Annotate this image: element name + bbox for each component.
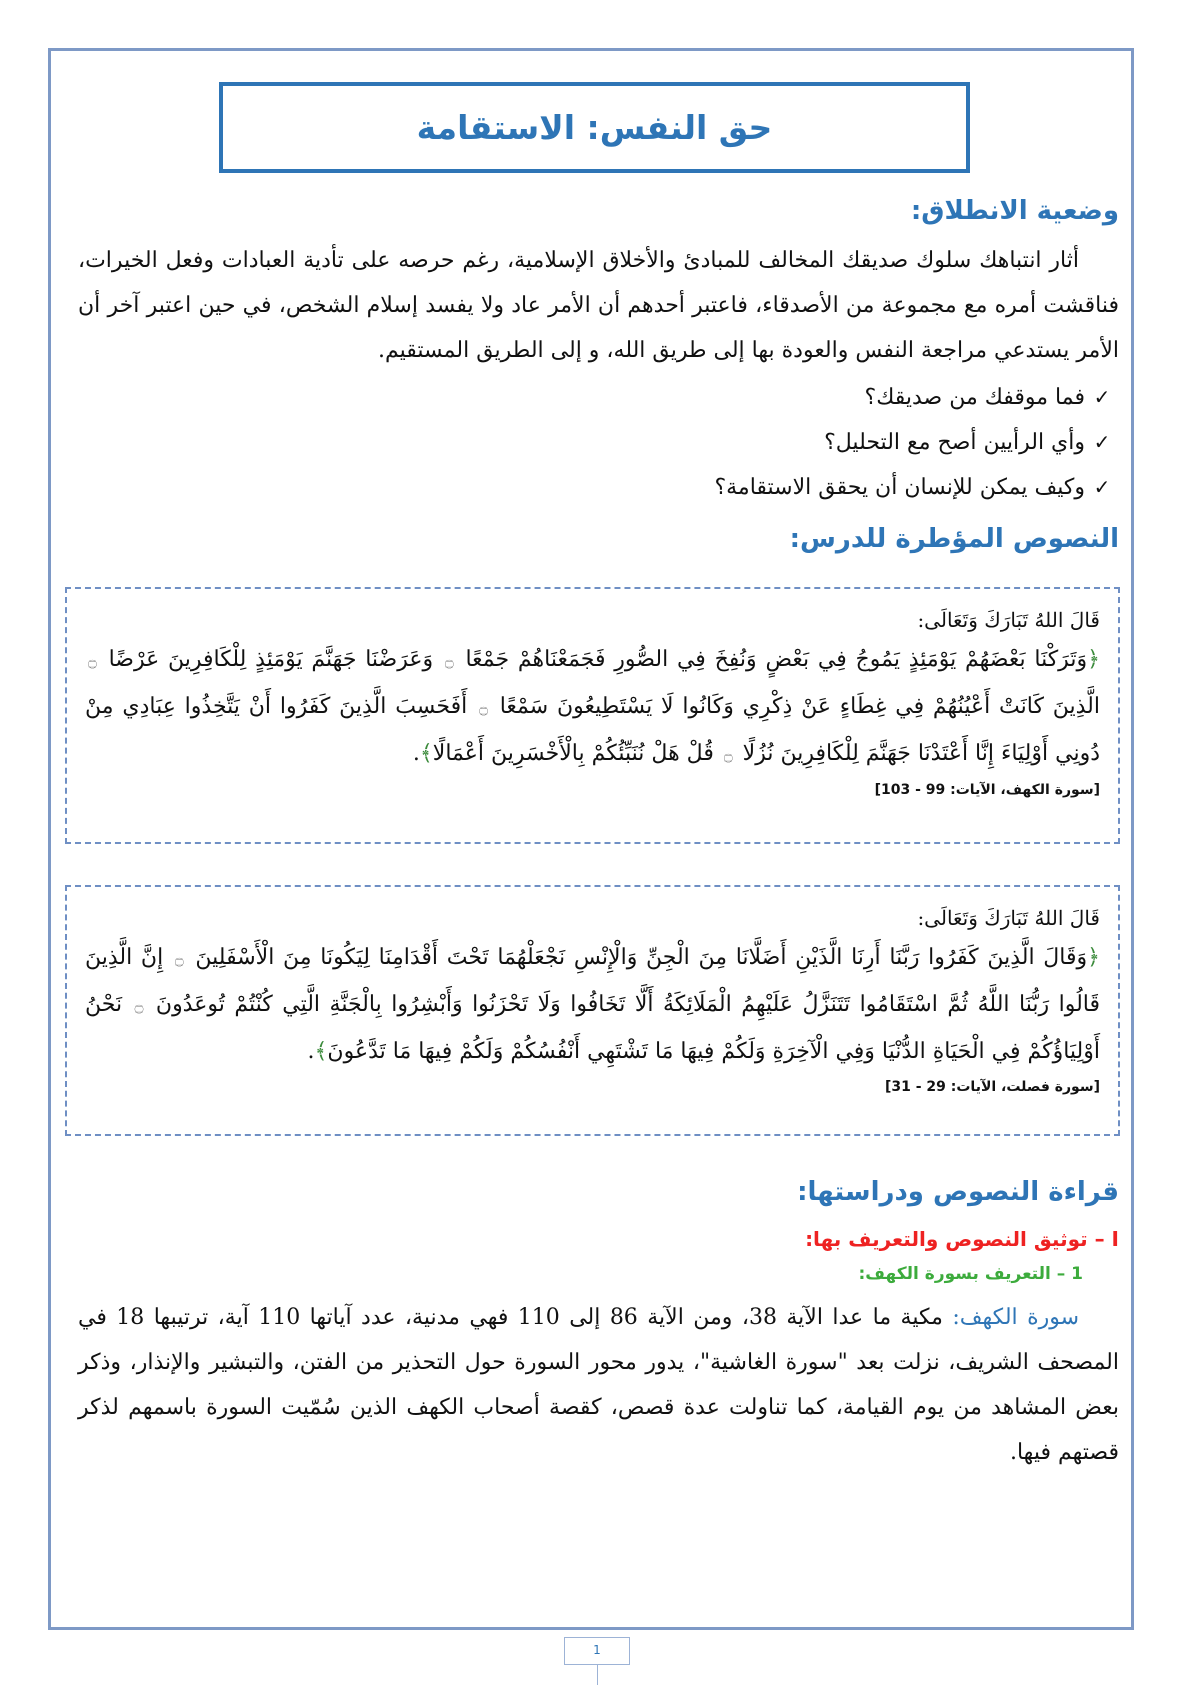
question-item: ✓وأي الرأيين أصح مع التحليل؟: [714, 420, 1119, 465]
close-bracket-icon: ﴾: [314, 1039, 328, 1064]
subheading-kahf: 1 – التعريف بسورة الكهف:: [858, 1264, 1083, 1284]
kahf-text: مكية ما عدا الآية 38، ومن الآية 86 إلى 110 فهي مدنية، عدد آياتها 110 آية، ترتيبها 18 في المصحف الشريف، نزلت بعد "سورة الغاشية"، يدور محور السورة حول التحذير من الفتن، والتبشير والإنذار، وذكر بعض المشاهد من يوم القيامة، كما تناولت عدة قصص، كقصة أصحاب الكهف الذين سُمّيت السورة باسمهم لذكر قصتهم فيها.: [78, 1305, 1119, 1465]
check-icon: ✓: [1093, 475, 1111, 499]
question-list: [714, 375, 1119, 510]
ayah-separator-icon: ۝: [444, 652, 454, 670]
question-item: ✓فما موقفك من صديقك؟: [714, 375, 1119, 420]
ayah-separator-icon: ۝: [479, 699, 488, 717]
ayah-separator-icon: ۝: [134, 997, 144, 1015]
quran-intro: قَالَ اللهُ تَبَارَكَ وَتَعَالَى:: [917, 608, 1100, 632]
question-item: ✓وكيف يمكن للإنسان أن يحقق الاستقامة؟: [714, 465, 1119, 510]
ayah-separator-icon: ۝: [174, 950, 184, 968]
page-number: 1: [564, 1637, 630, 1665]
quran-verses: ﴿وَقَالَ الَّذِينَ كَفَرُوا رَبَّنَا أَرِنَا الَّذَيْنِ أَضَلَّانَا مِنَ الْجِنِّ وَالْإِنْسِ نَجْعَلْهُمَا تَحْتَ أَقْدَامِنَا لِيَكُونَا مِنَ الْأَسْفَلِينَ ۝ إِنَّ الَّذِينَ قَالُوا رَبُّنَا اللَّهُ ثُمَّ اسْتَقَامُوا تَتَنَزَّلُ عَلَيْهِمُ الْمَلَائِكَةُ أَلَّا تَخَافُوا وَلَا تَحْزَنُوا وَأَبْشِرُوا بِالْجَنَّةِ الَّتِي كُنْتُمْ تُوعَدُونَ ۝ نَحْنُ أَوْلِيَاؤُكُمْ فِي الْحَيَاةِ الدُّنْيَا وَفِي الْآخِرَةِ وَلَكُمْ فِيهَا مَا تَشْتَهِي أَنْفُسُكُمْ وَلَكُمْ فِيهَا مَا تَدَّعُونَ﴾.: [85, 935, 1100, 1075]
quran-reference: [سورة فصلت، الآيات: 29 - 31]: [884, 1079, 1100, 1095]
section-heading-reading: قراءة النصوص ودراستها:: [797, 1177, 1119, 1207]
intro-paragraph: [78, 238, 1119, 373]
check-icon: ✓: [1093, 430, 1111, 454]
title-box: [219, 82, 970, 173]
ayah-separator-icon: ۝: [723, 746, 733, 764]
quran-reference: [سورة الكهف، الآيات: 99 - 103]: [874, 782, 1100, 798]
page-number-line: [597, 1665, 598, 1685]
subheading-documentation: I – توثيق النصوص والتعريف بها:: [805, 1227, 1119, 1251]
section-heading-texts: النصوص المؤطرة للدرس:: [789, 524, 1119, 554]
kahf-paragraph: [78, 1295, 1119, 1475]
page-title: حق النفس: الاستقامة: [416, 108, 773, 147]
intro-text: أثار انتباهك سلوك صديقك المخالف للمبادئ والأخلاق الإسلامية، رغم حرصه على تأدية العبادات وفعل الخيرات، فناقشت أمره مع مجموعة من الأصدقاء، فاعتبر أحدهم أن الأمر عاد ولا يفسد إسلام الشخص، في حين اعتبر آخر أن الأمر يستدعي مراجعة النفس والعودة بها إلى طريق الله، و إلى الطريق المستقيم.: [78, 248, 1119, 363]
section-heading-start: وضعية الانطلاق:: [910, 196, 1119, 226]
quran-box-kahf: [65, 587, 1120, 844]
ayah-separator-icon: ۝: [88, 652, 97, 670]
kahf-lead: سورة الكهف:: [952, 1305, 1080, 1330]
quran-intro: قَالَ اللهُ تَبَارَكَ وَتَعَالَى:: [917, 906, 1100, 930]
open-bracket-icon: ﴿: [1087, 647, 1100, 672]
open-bracket-icon: ﴿: [1087, 945, 1100, 970]
quran-box-fussilat: [65, 885, 1120, 1136]
quran-verses: ﴿وَتَرَكْنَا بَعْضَهُمْ يَوْمَئِذٍ يَمُوجُ فِي بَعْضٍ وَنُفِخَ فِي الصُّورِ فَجَمَعْنَاهُمْ جَمْعًا ۝ وَعَرَضْنَا جَهَنَّمَ يَوْمَئِذٍ لِلْكَافِرِينَ عَرْضًا ۝ الَّذِينَ كَانَتْ أَعْيُنُهُمْ فِي غِطَاءٍ عَنْ ذِكْرِي وَكَانُوا لَا يَسْتَطِيعُونَ سَمْعًا ۝ أَفَحَسِبَ الَّذِينَ كَفَرُوا أَنْ يَتَّخِذُوا عِبَادِي مِنْ دُونِي أَوْلِيَاءَ إِنَّا أَعْتَدْنَا جَهَنَّمَ لِلْكَافِرِينَ نُزُلًا ۝ قُلْ هَلْ نُنَبِّئُكُمْ بِالْأَخْسَرِينَ أَعْمَالًا﴾.: [85, 637, 1100, 778]
check-icon: ✓: [1093, 385, 1111, 409]
close-bracket-icon: ﴾: [419, 741, 433, 766]
